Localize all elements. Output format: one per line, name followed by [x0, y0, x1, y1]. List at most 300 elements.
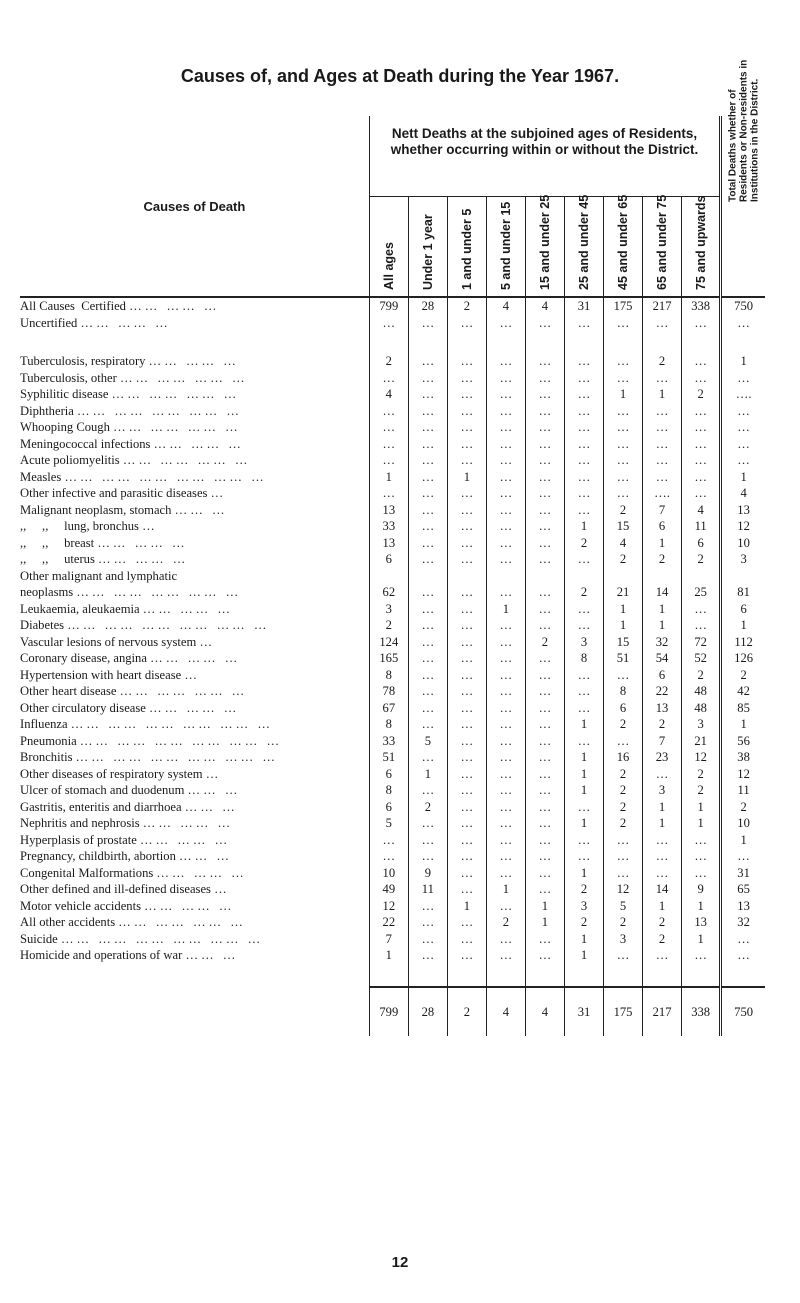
- value-cell: 2: [369, 617, 408, 634]
- cause-label: Leukaemia, aleukaemia: [20, 601, 140, 616]
- value-cell: …: [525, 469, 564, 486]
- age-column-header: [564, 194, 603, 298]
- cause-cell: [20, 683, 369, 700]
- value-cell: 217: [643, 297, 682, 315]
- value-cell: …: [408, 683, 447, 700]
- table-row: [20, 683, 765, 700]
- table-row: [20, 617, 765, 634]
- value-cell: 14: [643, 584, 682, 601]
- value-cell: …: [486, 832, 525, 849]
- age-group-header: Nett Deaths at the subjoined ages of Residents, whether occurring within or without the District.: [369, 116, 720, 197]
- total-cell: ….: [721, 386, 765, 403]
- value-cell: …: [525, 551, 564, 568]
- value-cell: 2: [447, 297, 486, 315]
- age-header-label: 15 and under 25: [537, 194, 552, 290]
- value-cell: 124: [369, 634, 408, 651]
- value-cell: 1: [682, 799, 721, 816]
- value-cell: …: [447, 799, 486, 816]
- total-cell: 81: [721, 584, 765, 601]
- value-cell: …: [643, 403, 682, 420]
- spacer-row: [20, 964, 765, 987]
- value-cell: …: [525, 766, 564, 783]
- cause-cell: [20, 782, 369, 799]
- value-cell: …: [408, 403, 447, 420]
- cause-cell: [20, 799, 369, 816]
- cause-label: neoplasms: [20, 585, 74, 599]
- cause-cell: [20, 601, 369, 618]
- total-cell: 1: [721, 832, 765, 849]
- total-value-cell: 4: [525, 987, 564, 1036]
- leader-dots: …… …: [184, 799, 238, 814]
- value-cell: …: [604, 315, 643, 332]
- total-cell: 65: [721, 881, 765, 898]
- cause-cell: [20, 568, 369, 585]
- value-cell: 2: [604, 716, 643, 733]
- value-cell: …: [525, 848, 564, 865]
- value-cell: 1: [643, 386, 682, 403]
- value-cell: …: [447, 650, 486, 667]
- total-cell: 56: [721, 733, 765, 750]
- value-cell: …: [486, 931, 525, 948]
- cause-label: Suicide: [20, 931, 58, 946]
- total-cell: 85: [721, 700, 765, 717]
- value-cell: 2: [643, 716, 682, 733]
- value-cell: …: [604, 452, 643, 469]
- total-cell: 42: [721, 683, 765, 700]
- value-cell: …: [486, 502, 525, 519]
- value-cell: 2: [525, 634, 564, 651]
- cause-label: Ulcer of stomach and duodenum: [20, 783, 185, 797]
- value-cell: …: [408, 502, 447, 519]
- cause-cell: [20, 914, 369, 931]
- value-cell: …: [447, 716, 486, 733]
- table-row: [20, 749, 765, 766]
- leader-dots: …… …… …… …: [113, 420, 241, 434]
- value-cell: …: [604, 485, 643, 502]
- value-cell: …: [408, 634, 447, 651]
- value-cell: [604, 568, 643, 585]
- value-cell: …: [525, 617, 564, 634]
- cause-cell: [20, 370, 369, 387]
- value-cell: 3: [369, 601, 408, 618]
- value-cell: …: [564, 733, 603, 750]
- value-cell: 16: [604, 749, 643, 766]
- value-cell: 78: [369, 683, 408, 700]
- value-cell: …: [525, 370, 564, 387]
- value-cell: …: [486, 315, 525, 332]
- leader-dots: …… …… …… …… …… …: [75, 750, 278, 764]
- value-cell: …: [643, 469, 682, 486]
- value-cell: …: [525, 650, 564, 667]
- value-cell: 1: [682, 815, 721, 832]
- value-cell: …: [643, 452, 682, 469]
- cause-label: ,, ,, lung, bronchus: [20, 519, 139, 533]
- value-cell: …: [525, 452, 564, 469]
- value-cell: …: [643, 832, 682, 849]
- leader-dots: …… …… …: [156, 865, 247, 880]
- value-cell: …: [486, 865, 525, 882]
- leader-dots: …… …: [174, 502, 228, 517]
- value-cell: 8: [604, 683, 643, 700]
- table-row: [20, 353, 765, 370]
- value-cell: 1: [682, 931, 721, 948]
- value-cell: 12: [604, 881, 643, 898]
- table-row: [20, 419, 765, 436]
- leader-dots: …… …… …… …: [119, 370, 248, 385]
- value-cell: 1: [604, 386, 643, 403]
- value-cell: …: [486, 485, 525, 502]
- cause-cell: [20, 551, 369, 568]
- total-cell: 10: [721, 535, 765, 552]
- value-cell: …: [447, 782, 486, 799]
- value-cell: …: [486, 535, 525, 552]
- value-cell: [564, 568, 603, 585]
- value-cell: …: [682, 947, 721, 964]
- value-cell: …: [486, 370, 525, 387]
- value-cell: 4: [369, 386, 408, 403]
- value-cell: …: [643, 315, 682, 332]
- total-cell: …: [721, 403, 765, 420]
- value-cell: …: [486, 733, 525, 750]
- value-cell: 1: [564, 865, 603, 882]
- value-cell: …: [486, 634, 525, 651]
- value-cell: …: [643, 947, 682, 964]
- value-cell: …: [682, 452, 721, 469]
- total-cell: 10: [721, 815, 765, 832]
- value-cell: …: [408, 551, 447, 568]
- value-cell: …: [447, 914, 486, 931]
- table-row: [20, 667, 765, 684]
- cause-cell: [20, 386, 369, 403]
- table-row: [20, 700, 765, 717]
- cause-cell: [20, 485, 369, 502]
- value-cell: 8: [564, 650, 603, 667]
- cause-cell: [20, 436, 369, 453]
- cause-label: Homicide and operations of war: [20, 948, 183, 962]
- value-cell: 6: [643, 518, 682, 535]
- value-cell: …: [643, 370, 682, 387]
- value-cell: …: [447, 848, 486, 865]
- cause-cell: [20, 403, 369, 420]
- value-cell: …: [447, 502, 486, 519]
- value-cell: 6: [604, 700, 643, 717]
- value-cell: …: [682, 403, 721, 420]
- table-row: [20, 502, 765, 519]
- value-cell: …: [525, 733, 564, 750]
- value-cell: …: [408, 315, 447, 332]
- value-cell: …: [408, 716, 447, 733]
- age-column-header: [525, 194, 564, 298]
- value-cell: 799: [369, 297, 408, 315]
- value-cell: …: [525, 947, 564, 964]
- value-cell: …: [525, 700, 564, 717]
- value-cell: …: [486, 452, 525, 469]
- value-cell: …: [447, 683, 486, 700]
- value-cell: 6: [369, 551, 408, 568]
- value-cell: …: [486, 650, 525, 667]
- age-header-label: 1 and under 5: [459, 208, 474, 290]
- leader-dots: …… …… …: [148, 354, 239, 368]
- value-cell: …: [447, 931, 486, 948]
- cause-label: Other infective and parasitic diseases: [20, 486, 208, 500]
- value-cell: …: [486, 617, 525, 634]
- total-cell: 2: [721, 667, 765, 684]
- value-cell: 1: [525, 914, 564, 931]
- value-cell: 72: [682, 634, 721, 651]
- table-row: [20, 518, 765, 535]
- cause-label: All Causes Certified: [20, 299, 126, 313]
- total-cell: 11: [721, 782, 765, 799]
- value-cell: …: [525, 667, 564, 684]
- value-cell: [525, 568, 564, 585]
- value-cell: …: [682, 469, 721, 486]
- value-cell: 2: [604, 782, 643, 799]
- value-cell: …: [486, 403, 525, 420]
- leader-dots: …… …… …: [98, 552, 189, 566]
- value-cell: …: [525, 931, 564, 948]
- value-cell: 3: [564, 898, 603, 915]
- value-cell: 2: [564, 914, 603, 931]
- value-cell: …: [369, 485, 408, 502]
- value-cell: …: [564, 403, 603, 420]
- value-cell: 1: [564, 782, 603, 799]
- value-cell: 1: [643, 815, 682, 832]
- value-cell: …: [408, 848, 447, 865]
- value-cell: 1: [525, 898, 564, 915]
- value-cell: …: [525, 799, 564, 816]
- value-cell: …: [408, 601, 447, 618]
- value-cell: 3: [604, 931, 643, 948]
- value-cell: …: [486, 469, 525, 486]
- table-row: [20, 634, 765, 651]
- cause-cell: [20, 700, 369, 717]
- value-cell: …: [604, 353, 643, 370]
- value-cell: …: [486, 782, 525, 799]
- value-cell: …: [525, 535, 564, 552]
- value-cell: …: [486, 700, 525, 717]
- value-cell: 4: [604, 535, 643, 552]
- value-cell: 31: [564, 297, 603, 315]
- value-cell: 1: [643, 898, 682, 915]
- value-cell: [643, 568, 682, 585]
- value-cell: …: [604, 370, 643, 387]
- cause-label: Coronary disease, angina: [20, 651, 147, 665]
- value-cell: …: [525, 419, 564, 436]
- value-cell: …: [525, 315, 564, 332]
- value-cell: …: [408, 584, 447, 601]
- value-cell: …: [447, 947, 486, 964]
- cause-label: Nephritis and nephrosis: [20, 816, 140, 830]
- cause-label: Other malignant and lymphatic: [20, 568, 178, 583]
- causes-column-header: Causes of Death: [20, 116, 369, 297]
- value-cell: …: [525, 749, 564, 766]
- cause-cell: [20, 733, 369, 750]
- value-cell: …: [564, 315, 603, 332]
- value-cell: 165: [369, 650, 408, 667]
- value-cell: …: [369, 436, 408, 453]
- leader-dots: …… …… …… …… …… …: [70, 717, 273, 731]
- age-column-header: [682, 197, 721, 298]
- leader-dots: …: [214, 882, 230, 896]
- value-cell: …: [486, 898, 525, 915]
- value-cell: …: [447, 667, 486, 684]
- value-cell: …: [447, 315, 486, 332]
- value-cell: 5: [408, 733, 447, 750]
- total-cell: 3: [721, 551, 765, 568]
- total-value-cell: 175: [604, 987, 643, 1036]
- value-cell: …: [525, 436, 564, 453]
- total-cell: 112: [721, 634, 765, 651]
- cause-label: Syphilitic disease: [20, 387, 109, 401]
- value-cell: …: [447, 634, 486, 651]
- total-cell: 1: [721, 353, 765, 370]
- value-cell: …: [643, 865, 682, 882]
- cause-label: Influenza: [20, 717, 68, 731]
- value-cell: …: [682, 617, 721, 634]
- value-cell: …: [643, 766, 682, 783]
- value-cell: …: [604, 667, 643, 684]
- value-cell: 2: [643, 353, 682, 370]
- value-cell: …: [564, 832, 603, 849]
- total-cell: 126: [721, 650, 765, 667]
- age-header-label: 5 and under 15: [498, 201, 513, 290]
- table-row: [20, 898, 765, 915]
- value-cell: …: [486, 815, 525, 832]
- value-cell: 13: [643, 700, 682, 717]
- value-cell: …: [486, 749, 525, 766]
- leader-dots: …… …… …: [144, 898, 235, 913]
- leader-dots: …… …… …… …: [122, 453, 251, 467]
- totals-row: [20, 987, 765, 1036]
- value-cell: 8: [369, 667, 408, 684]
- value-cell: …: [447, 436, 486, 453]
- value-cell: …: [408, 667, 447, 684]
- value-cell: …: [408, 485, 447, 502]
- table-row: [20, 947, 765, 964]
- table-row: [20, 436, 765, 453]
- leader-dots: …… …… …… …: [118, 915, 246, 929]
- value-cell: 22: [369, 914, 408, 931]
- total-cell: 1: [721, 617, 765, 634]
- cause-label: ,, ,, breast: [20, 535, 95, 550]
- leader-dots: …… …: [185, 948, 239, 962]
- value-cell: 48: [682, 683, 721, 700]
- value-cell: …: [525, 386, 564, 403]
- cause-cell: [20, 502, 369, 519]
- value-cell: 15: [604, 634, 643, 651]
- value-cell: 51: [369, 749, 408, 766]
- leader-dots: …… …… …: [149, 700, 240, 715]
- value-cell: 21: [682, 733, 721, 750]
- value-cell: 7: [643, 502, 682, 519]
- value-cell: 2: [564, 584, 603, 601]
- value-cell: 62: [369, 584, 408, 601]
- value-cell: 13: [369, 502, 408, 519]
- value-cell: 14: [643, 881, 682, 898]
- table-row: [20, 815, 765, 832]
- total-cell: …: [721, 436, 765, 453]
- value-cell: …: [408, 749, 447, 766]
- value-cell: 28: [408, 297, 447, 315]
- cause-cell: [20, 297, 369, 315]
- age-column-header: [643, 194, 682, 298]
- value-cell: 1: [643, 617, 682, 634]
- value-cell: …: [643, 848, 682, 865]
- age-column-header: [408, 197, 447, 298]
- value-cell: …: [643, 436, 682, 453]
- value-cell: 1: [369, 947, 408, 964]
- value-cell: …: [682, 419, 721, 436]
- value-cell: 338: [682, 297, 721, 315]
- value-cell: …: [486, 799, 525, 816]
- value-cell: …: [447, 518, 486, 535]
- value-cell: …: [486, 386, 525, 403]
- value-cell: 1: [564, 947, 603, 964]
- table-row: [20, 766, 765, 783]
- total-cell: …: [721, 947, 765, 964]
- value-cell: 5: [369, 815, 408, 832]
- cause-cell: [20, 650, 369, 667]
- value-cell: …: [369, 452, 408, 469]
- value-cell: 1: [564, 815, 603, 832]
- value-cell: …: [604, 832, 643, 849]
- value-cell: …: [408, 617, 447, 634]
- value-cell: …: [447, 535, 486, 552]
- value-cell: 2: [643, 914, 682, 931]
- value-cell: 1: [564, 518, 603, 535]
- value-cell: 25: [682, 584, 721, 601]
- value-cell: …: [408, 650, 447, 667]
- value-cell: …: [525, 815, 564, 832]
- value-cell: 1: [604, 617, 643, 634]
- total-cell: 1: [721, 469, 765, 486]
- cause-label: Motor vehicle accidents: [20, 898, 141, 913]
- cause-cell: [20, 898, 369, 915]
- value-cell: …: [604, 733, 643, 750]
- cause-label: Tuberculosis, respiratory: [20, 354, 146, 368]
- value-cell: …: [408, 832, 447, 849]
- value-cell: 2: [682, 551, 721, 568]
- cause-label: Acute poliomyelitis: [20, 453, 120, 467]
- table-row: [20, 551, 765, 568]
- value-cell: …: [447, 485, 486, 502]
- value-cell: …: [408, 518, 447, 535]
- value-cell: 8: [369, 782, 408, 799]
- value-cell: 2: [604, 766, 643, 783]
- value-cell: 48: [682, 700, 721, 717]
- value-cell: …: [564, 683, 603, 700]
- value-cell: 3: [643, 782, 682, 799]
- value-cell: 2: [604, 815, 643, 832]
- value-cell: …: [564, 485, 603, 502]
- value-cell: …: [486, 353, 525, 370]
- leader-dots: …… …… …: [129, 299, 220, 313]
- total-cell: 31: [721, 865, 765, 882]
- value-cell: 1: [564, 766, 603, 783]
- cause-cell: [20, 535, 369, 552]
- value-cell: …: [525, 716, 564, 733]
- cause-label: Uncertified: [20, 315, 78, 330]
- value-cell: 5: [604, 898, 643, 915]
- age-column-header: [604, 194, 643, 298]
- value-cell: [682, 568, 721, 585]
- value-cell: 52: [682, 650, 721, 667]
- value-cell: …: [408, 370, 447, 387]
- value-cell: …: [486, 766, 525, 783]
- value-cell: …: [682, 832, 721, 849]
- value-cell: …: [564, 848, 603, 865]
- cause-cell: [20, 865, 369, 882]
